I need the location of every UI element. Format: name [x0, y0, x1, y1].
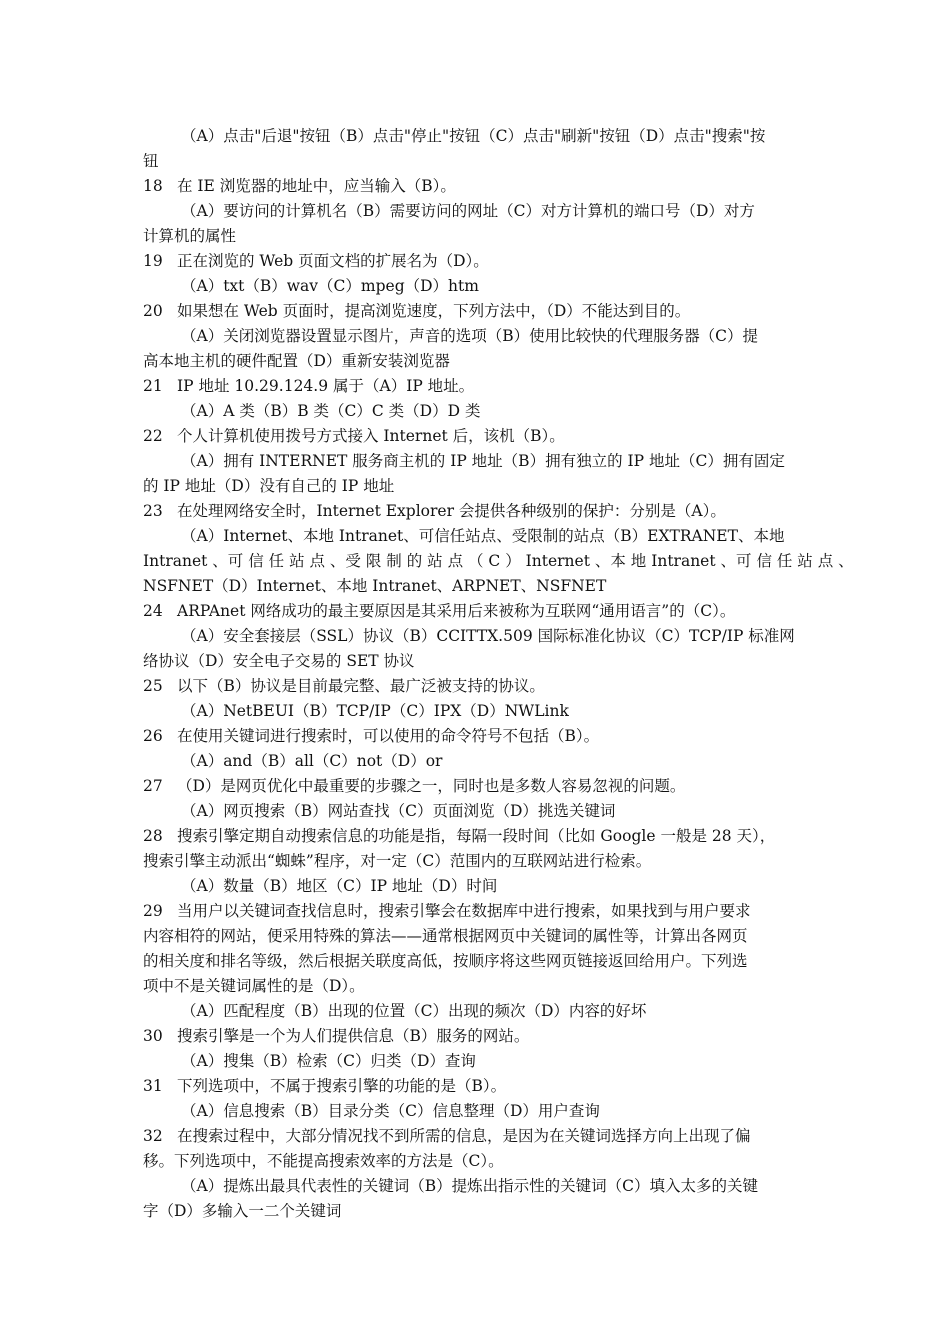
options-line-cont: 高本地主机的硬件配置（D）重新安装浏览器: [143, 352, 450, 370]
options-line: （A）拥有 INTERNET 服务商主机的 IP 地址（B）拥有独立的 IP 地址（C）拥有固定: [181, 452, 785, 470]
question-stem: 在搜索过程中，大部分情况找不到所需的信息，是因为在关键词选择方向上出现了偏: [177, 1127, 751, 1145]
question-stem-cont: 搜索引擎主动派出“蜘蛛”程序，对一定（C）范围内的互联网站进行检索。: [143, 852, 652, 870]
options-line: （A）网页搜索（B）网站查找（C）页面浏览（D）挑选关键词: [181, 802, 616, 820]
options-line: （A）匹配程度（B）出现的位置（C）出现的频次（D）内容的好坏: [181, 1002, 647, 1020]
options-line: （A）and（B）all（C）not（D）or: [181, 752, 443, 770]
question-number: 20: [143, 302, 163, 320]
question-stem: 正在浏览的 Web 页面文档的扩展名为（D）。: [177, 252, 489, 270]
question-number: 18: [143, 177, 163, 195]
question-23: [143, 499, 811, 524]
question-stem: 在使用关键词进行搜索时，可以使用的命令符号不包括（B）。: [177, 727, 600, 745]
options-line: （A）安全套接层（SSL）协议（B）CCITTX.509 国际标准化协议（C）TCP/IP 标准网: [181, 627, 795, 645]
question-stem: 下列选项中，不属于搜索引擎的功能的是（B）。: [177, 1077, 507, 1095]
question-number: 19: [143, 252, 163, 270]
question-stem: 搜索引擎定期自动搜索信息的功能是指，每隔一段时间（比如 Google 一般是 28 天），: [177, 827, 776, 845]
question-stem: 个人计算机使用拨号方式接入 Internet 后，该机（B）。: [177, 427, 565, 445]
options-line: （A）NetBEUI（B）TCP/IP（C）IPX（D）NWLink: [181, 702, 569, 720]
options-line-cont: 字（D）多输入一二个关键词: [143, 1202, 342, 1220]
question-25: [143, 674, 811, 699]
question-26: [143, 724, 811, 749]
question-number: 26: [143, 727, 163, 745]
question-stem: 当用户以关键词查找信息时，搜索引擎会在数据库中进行搜索，如果找到与用户要求: [177, 902, 751, 920]
question-stem: 以下（B）协议是目前最完整、最广泛被支持的协议。: [177, 677, 545, 695]
question-list: [143, 124, 854, 1224]
question-stem: ARPAnet 网络成功的最主要原因是其采用后来被称为互联网“通用语言”的（C）。: [177, 602, 736, 620]
question-19: [143, 249, 811, 274]
options-line: （A）点击"后退"按钮（B）点击"停止"按钮（C）点击"刷新"按钮（D）点击"搜索"按: [181, 127, 766, 145]
options-line-cont: 的 IP 地址（D）没有自己的 IP 地址: [143, 477, 395, 495]
options-line: （A）关闭浏览器设置显示图片，声音的选项（B）使用比较快的代理服务器（C）提: [181, 327, 758, 345]
question-31: [143, 1074, 811, 1099]
options-line: （A）搜集（B）检索（C）归类（D）查询: [181, 1052, 476, 1070]
question-stem: （D）是网页优化中最重要的步骤之一，同时也是多数人容易忽视的问题。: [177, 777, 686, 795]
options-line: （A）数量（B）地区（C）IP 地址（D）时间: [181, 877, 498, 895]
question-stem-cont: 项中不是关键词属性的是（D）。: [143, 977, 365, 995]
options-line: （A）要访问的计算机名（B）需要访问的网址（C）对方计算机的端口号（D）对方: [181, 202, 755, 220]
options-line: （A）A 类（B）B 类（C）C 类（D）D 类: [181, 402, 481, 420]
question-stem: 搜索引擎是一个为人们提供信息（B）服务的网站。: [177, 1027, 530, 1045]
question-29: [143, 899, 811, 924]
question-24: [143, 599, 811, 624]
options-line: （A）txt（B）wav（C）mpeg（D）htm: [181, 277, 479, 295]
question-30: [143, 1024, 811, 1049]
question-20: [143, 299, 811, 324]
question-18: [143, 174, 811, 199]
options-line-cont: 钮: [143, 152, 159, 170]
options-line-cont: NSFNET（D）Internet、本地 Intranet、ARPNET、NSFNET: [143, 577, 607, 595]
question-number: 32: [143, 1127, 163, 1145]
question-21: [143, 374, 811, 399]
question-number: 27: [143, 777, 163, 795]
question-27: [143, 774, 811, 799]
options-line-cont: 计算机的属性: [143, 227, 237, 245]
question-number: 29: [143, 902, 163, 920]
question-stem: 在处理网络安全时，Internet Explorer 会提供各种级别的保护：分别是（A）。: [177, 502, 726, 520]
options-line: （A）提炼出最具代表性的关键词（B）提炼出指示性的关键词（C）填入太多的关键: [181, 1177, 758, 1195]
question-number: 30: [143, 1027, 163, 1045]
options-line-cont: Intranet 、可 信 任 站 点 、受 限 制 的 站 点 （ C ） Internet 、本 地 Intranet 、可 信 任 站 点 、: [143, 552, 854, 570]
question-number: 28: [143, 827, 163, 845]
question-stem-cont: 内容相符的网站，便采用特殊的算法——通常根据网页中关键词的属性等，计算出各网页: [143, 927, 748, 945]
question-stem-cont: 的相关度和排名等级，然后根据关联度高低，按顺序将这些网页链接返回给用户。下列选: [143, 952, 748, 970]
question-22: [143, 424, 811, 449]
question-number: 25: [143, 677, 163, 695]
question-number: 21: [143, 377, 163, 395]
question-number: 22: [143, 427, 163, 445]
question-number: 31: [143, 1077, 163, 1095]
question-number: 23: [143, 502, 163, 520]
question-32: [143, 1124, 811, 1149]
options-line-cont: 络协议（D）安全电子交易的 SET 协议: [143, 652, 415, 670]
question-number: 24: [143, 602, 163, 620]
question-stem: 如果想在 Web 页面时，提高浏览速度，下列方法中，（D）不能达到目的。: [177, 302, 691, 320]
question-stem: IP 地址 10.29.124.9 属于（A）IP 地址。: [177, 377, 475, 395]
question-stem: 在 IE 浏览器的地址中，应当输入（B）。: [177, 177, 456, 195]
question-stem-cont: 移。下列选项中，不能提高搜索效率的方法是（C）。: [143, 1152, 504, 1170]
question-28: [143, 824, 811, 849]
options-line: （A）信息搜索（B）目录分类（C）信息整理（D）用户查询: [181, 1102, 600, 1120]
options-line: （A）Internet、本地 Intranet、可信任站点、受限制的站点（B）EXTRANET、本地: [181, 527, 785, 545]
